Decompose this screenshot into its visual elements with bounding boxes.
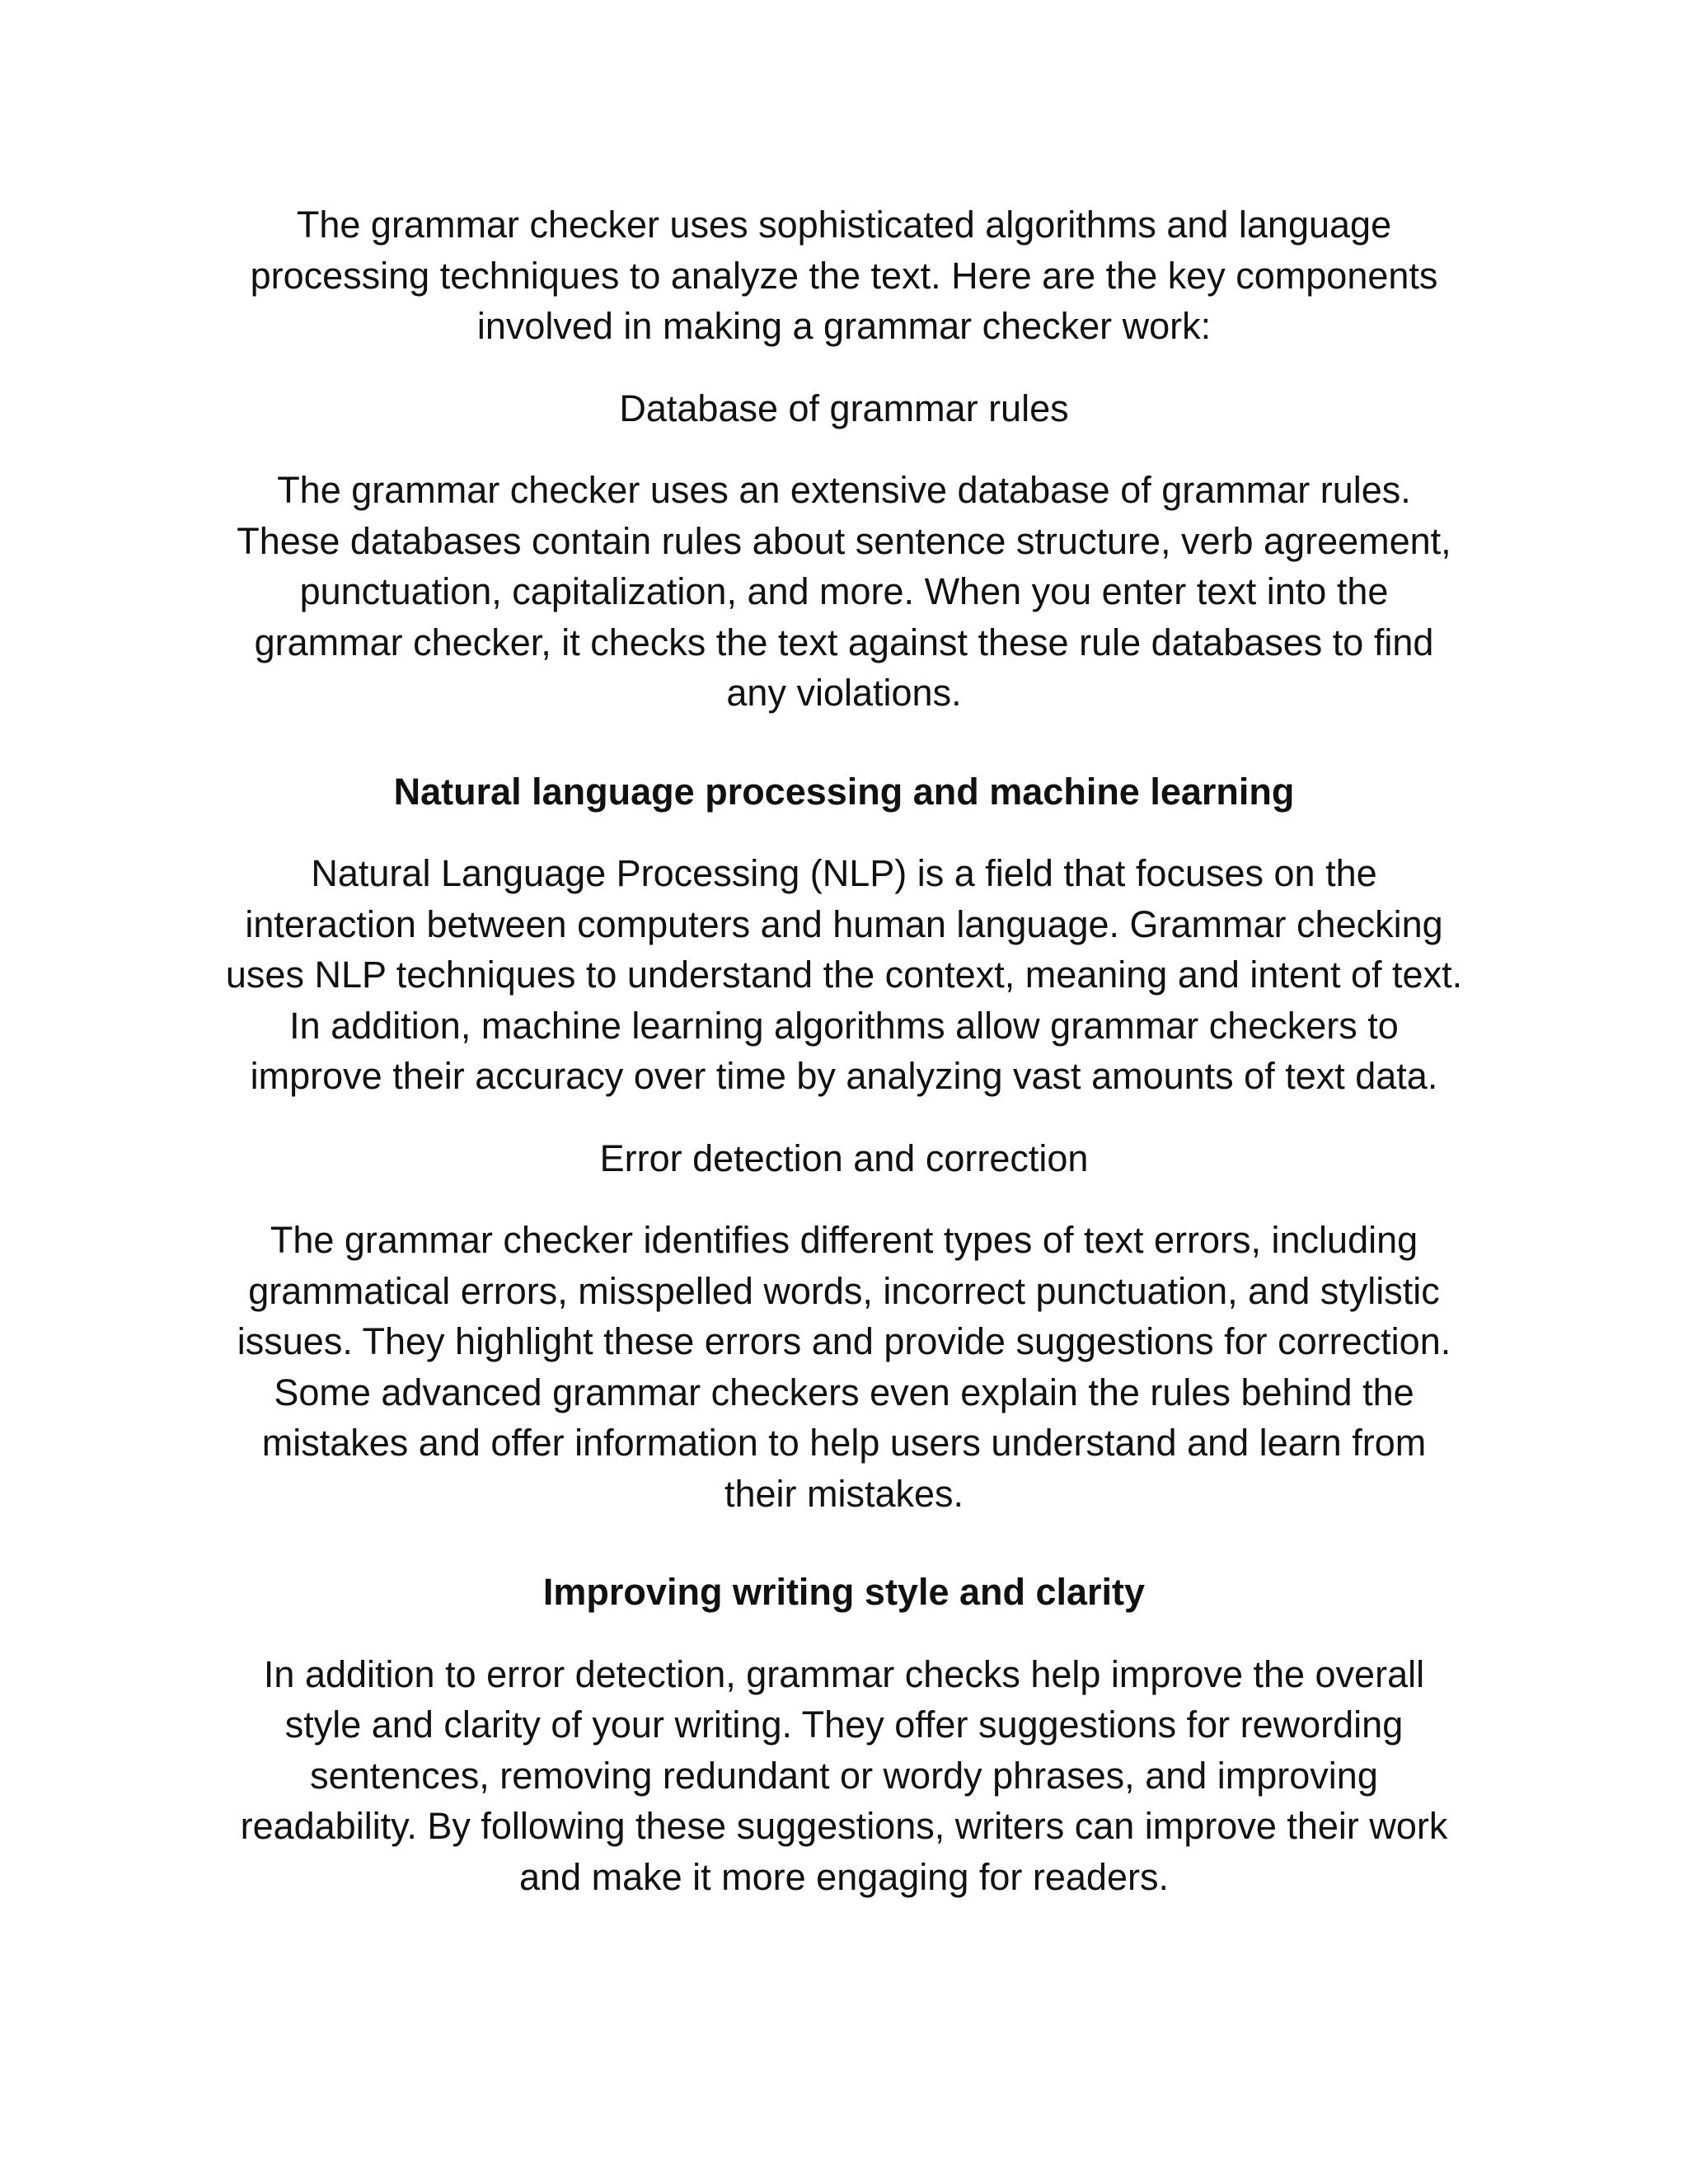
section-heading-nlp: Natural language processing and machine learning — [393, 770, 1295, 813]
section-paragraph-error-detection — [190, 1215, 1498, 1519]
text-line: grammar checker, it checks the text against these rule databases to find — [254, 621, 1434, 663]
section-paragraph-style-clarity — [190, 1649, 1498, 1903]
text-line: The grammar checker identifies different types of text errors, including — [270, 1219, 1418, 1261]
text-line: These databases contain rules about sentence structure, verb agreement, — [237, 519, 1451, 562]
text-line: mistakes and offer information to help users understand and learn from — [261, 1422, 1427, 1464]
text-line: sentences, removing redundant or wordy phrases, and improving — [310, 1754, 1378, 1797]
text-line: issues. They highlight these errors and provide suggestions for correction. — [237, 1320, 1451, 1362]
text-line: their mistakes. — [724, 1472, 964, 1515]
text-line: The grammar checker uses sophisticated algorithms and language — [296, 204, 1392, 246]
text-line: involved in making a grammar checker work: — [476, 305, 1212, 347]
section-paragraph-database — [190, 465, 1498, 719]
text-line: uses NLP techniques to understand the context, meaning and intent of text. — [225, 954, 1463, 996]
text-line: style and clarity of your writing. They offer suggestions for rewording — [284, 1704, 1404, 1746]
document-body — [190, 199, 1498, 1902]
text-line: improve their accuracy over time by analyzing vast amounts of text data. — [250, 1055, 1438, 1097]
section-heading-style-clarity: Improving writing style and clarity — [542, 1571, 1146, 1613]
intro-paragraph — [190, 199, 1498, 352]
text-line: punctuation, capitalization, and more. When you enter text into the — [299, 570, 1389, 612]
text-line: Natural Language Processing (NLP) is a field that focuses on the — [311, 852, 1377, 894]
text-line: Some advanced grammar checkers even explain the rules behind the — [274, 1371, 1414, 1413]
text-line: In addition, machine learning algorithms allow grammar checkers to — [289, 1004, 1399, 1047]
text-line: processing techniques to analyze the text. Here are the key components — [250, 254, 1438, 297]
text-line: The grammar checker uses an extensive database of grammar rules. — [277, 469, 1411, 511]
text-line: and make it more engaging for readers. — [519, 1855, 1169, 1898]
section-heading-database: Database of grammar rules — [619, 387, 1069, 429]
section-paragraph-nlp — [190, 848, 1498, 1102]
text-line: In addition to error detection, grammar checks help improve the overall — [263, 1652, 1425, 1695]
section-heading-error-detection: Error detection and correction — [599, 1137, 1089, 1179]
text-line: grammatical errors, misspelled words, incorrect punctuation, and stylistic — [248, 1269, 1440, 1312]
text-line: any violations. — [726, 672, 962, 714]
text-line: readability. By following these suggestions, writers can improve their work — [240, 1805, 1448, 1847]
text-line: interaction between computers and human language. Grammar checking — [245, 902, 1443, 945]
